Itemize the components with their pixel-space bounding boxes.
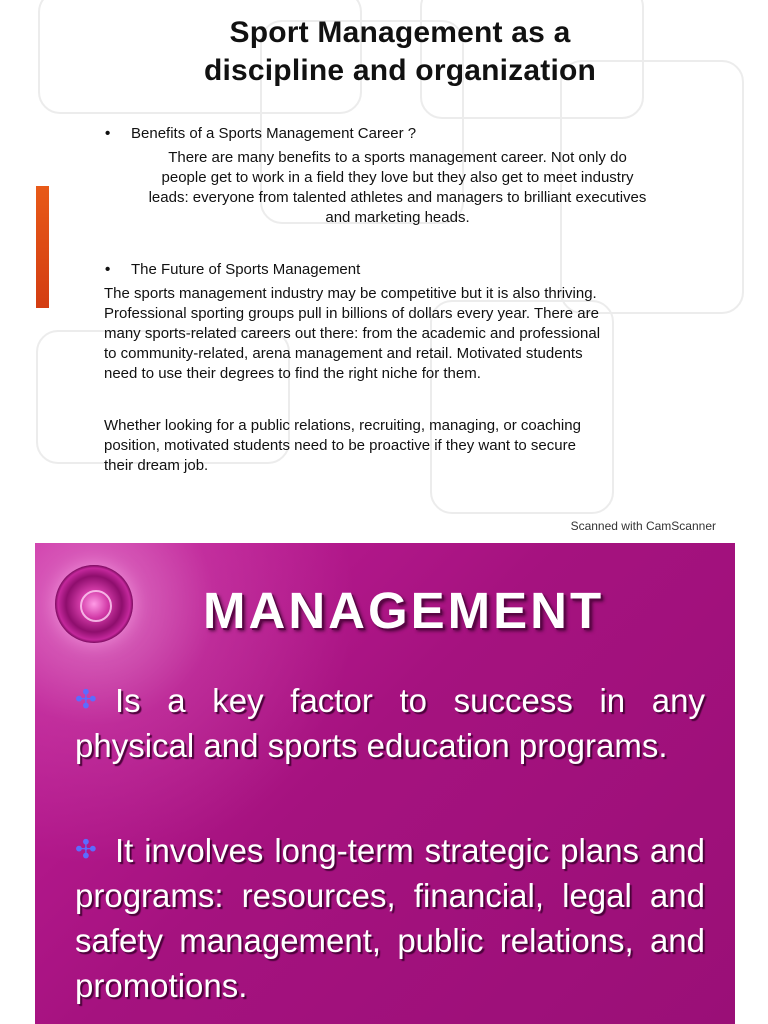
title-line: discipline and organization — [203, 54, 597, 87]
management-slide — [35, 543, 735, 1024]
text-line: leads: everyone from talented athletes and managers to brilliant executives — [148, 189, 647, 206]
page-title — [100, 14, 700, 90]
bullet-icon: • — [105, 261, 111, 278]
future-paragraph — [104, 284, 704, 384]
text-line: Professional sporting groups pull in billions of dollars every year. There are — [104, 305, 599, 322]
text-line: The sports management industry may be competitive but it is also thriving. — [104, 285, 597, 302]
slide-title: MANAGEMENT — [203, 582, 605, 639]
scanner-watermark: Scanned with CamScanner — [570, 519, 716, 533]
text-line: need to use their degrees to find the right niche for them. — [104, 365, 481, 382]
orb-ring-icon — [80, 590, 112, 622]
text-line: people get to work in a field they love but they also get to meet industry — [161, 169, 634, 186]
bullet-icon: • — [105, 125, 111, 142]
bullet-heading-future — [105, 260, 361, 280]
bullet-heading-benefits — [105, 124, 417, 144]
benefits-paragraph — [90, 148, 705, 228]
diamond-bullet-icon: ✣ — [75, 684, 97, 714]
point-text: Is a key factor to success in any physical and sports education programs. — [75, 682, 705, 764]
text-line: and marketing heads. — [325, 209, 470, 226]
text-line: There are many benefits to a sports management career. Not only do — [168, 149, 627, 166]
text-line: to community-related, arena management and retail. Motivated students — [104, 345, 583, 362]
point-key-factor — [75, 677, 705, 768]
bullet-heading-text: The Future of Sports Management — [131, 261, 361, 278]
diamond-bullet-icon: ✣ — [75, 834, 97, 864]
text-line: their dream job. — [104, 457, 209, 474]
text-line: position, motivated students need to be proactive if they want to secure — [104, 437, 576, 454]
title-line: Sport Management as a — [229, 16, 571, 49]
text-line: many sports-related careers out there: from the academic and professional — [104, 325, 601, 342]
career-paragraph — [104, 416, 704, 476]
point-text: It involves long-term strategic plans and programs: resources, financial, legal and safety management, public relations, and promotions. — [75, 832, 705, 1004]
accent-bar — [36, 186, 49, 308]
point-strategic-plans — [75, 827, 705, 1008]
bullet-heading-text: Benefits of a Sports Management Career ? — [131, 125, 417, 142]
text-line: Whether looking for a public relations, recruiting, managing, or coaching — [104, 417, 581, 434]
